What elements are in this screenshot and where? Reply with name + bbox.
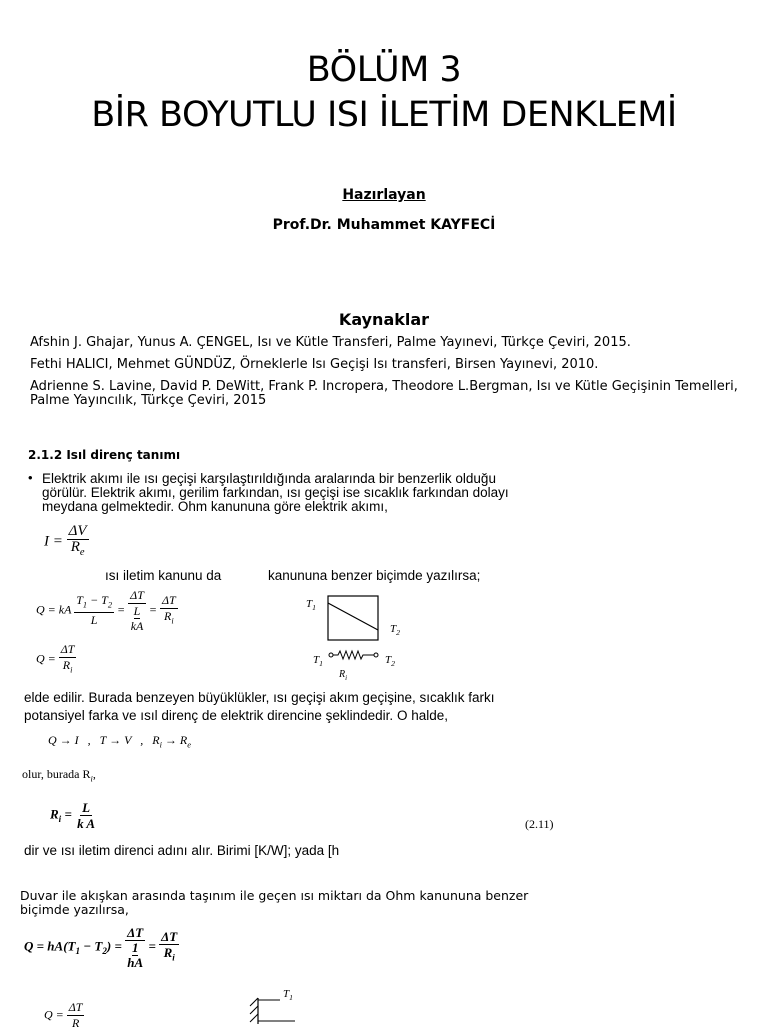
analogy-text: kanununa benzer biçimde yazılırsa;	[268, 568, 481, 583]
paragraph-line: elde edilir. Burada benzeyen büyüklükler, ısı geçişi akım geçişine, sıcaklık farkı	[24, 690, 495, 705]
ohm-law-equation: I = $\frac{\Delta V}{R_e}$	[44, 523, 87, 558]
reference-item: Fethi HALICI, Mehmet GÜNDÜZ, Örneklerle Isı Geçişi Isı transferi, Birsen Yayınevi, 2010.	[30, 357, 599, 372]
circuit-t2-label: $T_2$	[385, 654, 395, 669]
conduction-law-text: ısı iletim kanunu da	[105, 568, 222, 583]
thermal-resistance-equation: Q = $\frac{\Delta T}{R_i}$	[36, 642, 75, 675]
convection-equation: $Q = hA(T_1 - T_2)$ = ΔT 1 hA = $\frac{\Delta T}{R_i}$	[24, 925, 178, 970]
node-left	[329, 653, 333, 657]
reference-item: Adrienne S. Lavine, David P. DeWitt, Frank P. Incropera, Theodore L.Bergman, Isı ve Kütle Geçişinin Temelleri,	[30, 379, 738, 394]
temperature-profile-line	[328, 603, 378, 630]
bullet-line: Elektrik akımı ile ısı geçişi karşılaştırıldığında aralarında bir benzerlik olduğu	[42, 471, 496, 486]
node-right	[374, 653, 378, 657]
chapter-title: BÖLÜM 3	[306, 50, 462, 90]
reference-item-continued: Palme Yayıncılık, Türkçe Çeviri, 2015	[30, 393, 267, 408]
equation-number: (2.11)	[525, 817, 554, 831]
resistance-equation: $R_i$ = $\frac{L}{\text{k A}}$	[50, 800, 96, 831]
conduction-equation: Q = kA $\frac{T_1 - T_2}{L}$ = ΔT L kA = $\frac{\Delta T}{R_i}$	[36, 588, 176, 633]
wall-rectangle	[328, 596, 378, 640]
references-heading: Kaynaklar	[338, 310, 430, 329]
olur-text: olur, burada $R_i$,	[22, 767, 96, 784]
reference-item: Afshin J. Ghajar, Yunus A. ÇENGEL, Isı ve Kütle Transferi, Palme Yayınevi, Türkçe Çeviri, 2015.	[30, 335, 631, 350]
circuit-t1-label: $T_1$	[313, 654, 323, 669]
author-name: Prof.Dr. Muhammet KAYFECİ	[272, 217, 496, 233]
diagram-t2-label: $T_2$	[390, 623, 400, 638]
wall-resistance-diagram	[300, 588, 420, 688]
bottom-equation-partial: Q = $\frac{\Delta T}{R}$	[44, 1000, 83, 1030]
bullet-line: meydana gelmektedir. Ohm kanununa göre elektrik akımı,	[42, 499, 388, 514]
section-heading: 2.1.2 Isıl direnç tanımı	[28, 448, 181, 462]
bottom-t1-label: $T_1$	[283, 988, 293, 1003]
paragraph-line: dir ve ısı iletim direnci adını alır. Birimi [K/W]; yada [h	[24, 843, 340, 858]
bullet-icon: •	[28, 470, 33, 485]
resistor-symbol	[333, 651, 374, 659]
circuit-ri-label: $R_i$	[339, 669, 348, 682]
paragraph-line: potansiyel farka ve ısıl direnç de elektrik direncine şeklindedir. O halde,	[24, 708, 448, 723]
analogy-mapping: Q → I , T → V , $R_i \to R_e$	[48, 733, 191, 750]
convection-line: biçimde yazılırsa,	[20, 902, 129, 917]
convection-diagram-partial	[240, 988, 320, 1024]
convection-line: Duvar ile akışkan arasında taşınım ile geçen ısı miktarı da Ohm kanununa benzer	[20, 888, 529, 903]
bullet-line: görülür. Elektrik akımı, gerilim farkından, ısı geçişi ise sıcaklık farkından dolayı	[42, 485, 509, 500]
chapter-subtitle: BİR BOYUTLU ISI İLETİM DENKLEMİ	[91, 95, 677, 135]
prepared-by-label: Hazırlayan	[342, 187, 426, 203]
diagram-t1-label: $T_1$	[306, 598, 316, 613]
